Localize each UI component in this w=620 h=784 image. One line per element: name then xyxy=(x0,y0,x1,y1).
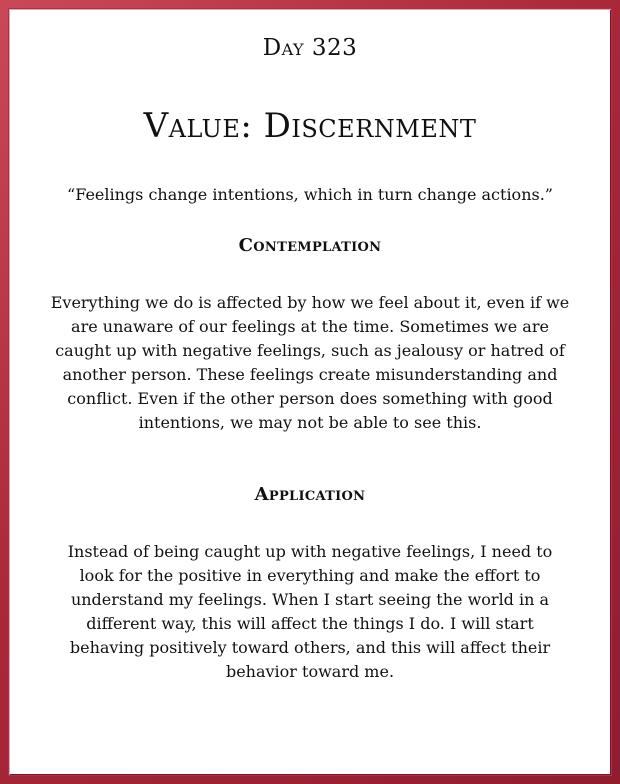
application-heading: Application xyxy=(254,484,366,505)
contemplation-line: intentions, we may not be able to see this. xyxy=(138,413,482,432)
application-line: understand my feelings. When I start seeing the world in a xyxy=(70,590,550,609)
page-content xyxy=(9,9,611,775)
page-title: Value: Discernment xyxy=(143,106,477,146)
contemplation-line: Everything we do is affected by how we feel about it, even if we xyxy=(50,293,570,312)
application-line: look for the positive in everything and make the effort to xyxy=(79,566,541,585)
contemplation-line: another person. These feelings create misunderstanding and xyxy=(62,365,558,384)
application-line: different way, this will affect the things I do. I will start xyxy=(86,614,534,633)
application-paragraph xyxy=(9,540,611,684)
contemplation-heading: Contemplation xyxy=(238,235,382,256)
contemplation-line: are unaware of our feelings at the time. Sometimes we are xyxy=(71,317,549,336)
contemplation-line: conflict. Even if the other person does something with good xyxy=(67,389,553,408)
day-number: Day 323 xyxy=(262,35,358,61)
page-frame-inner xyxy=(8,8,612,776)
contemplation-line: caught up with negative feelings, such as jealousy or hatred of xyxy=(55,341,565,360)
application-line: behaving positively toward others, and this will affect their xyxy=(69,638,551,657)
application-line: behavior toward me. xyxy=(225,662,395,681)
contemplation-paragraph xyxy=(9,291,611,435)
application-line: Instead of being caught up with negative feelings, I need to xyxy=(67,542,553,561)
quote: “Feelings change intentions, which in turn change actions.” xyxy=(67,185,553,204)
